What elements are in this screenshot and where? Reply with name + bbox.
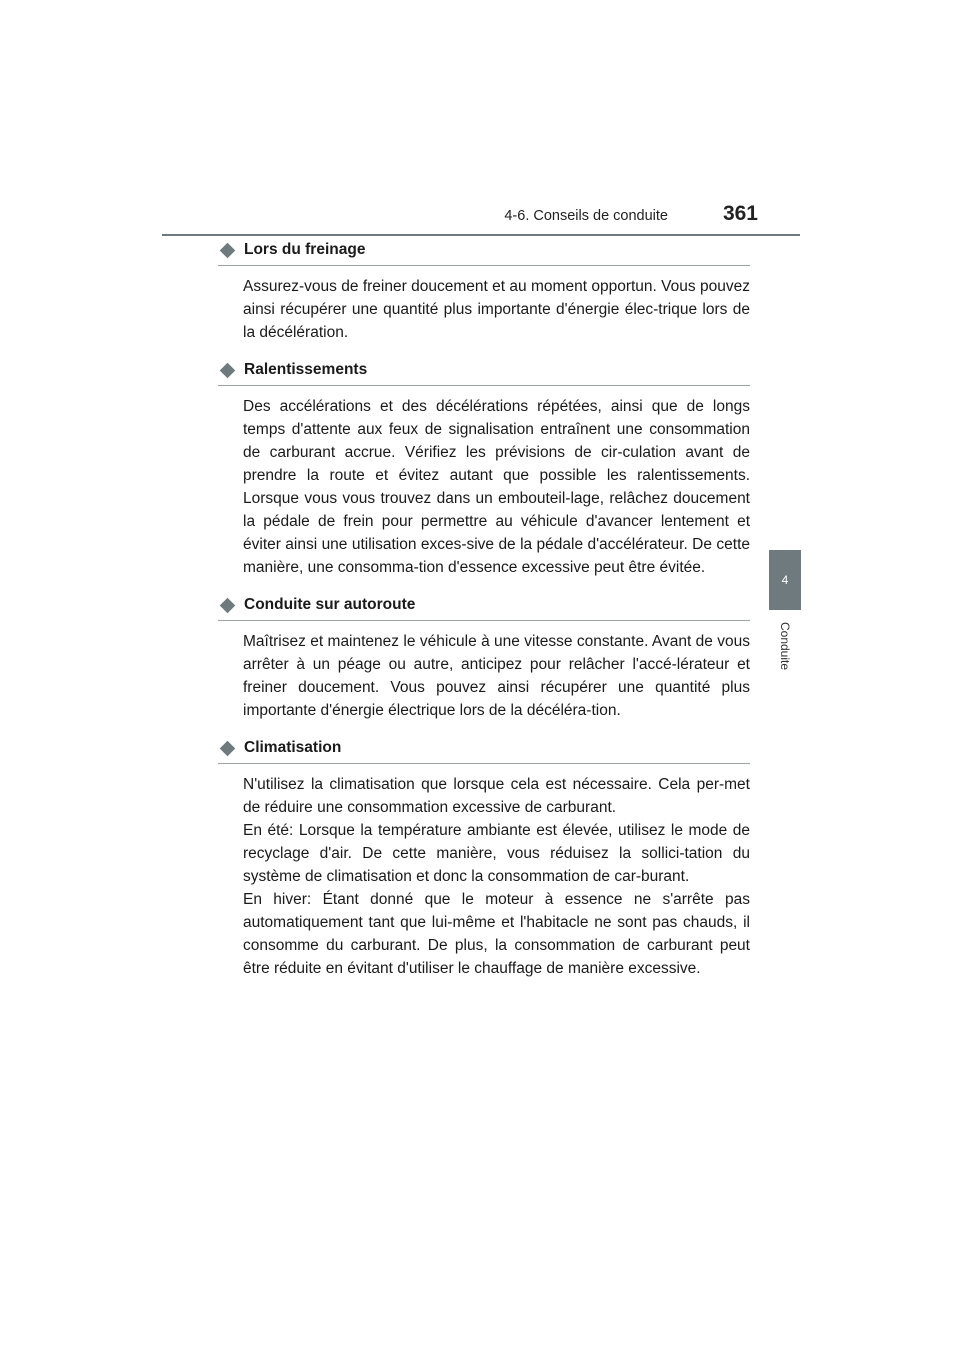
- paragraph: Maîtrisez et maintenez le véhicule à une vitesse constante. Avant de vous arrêter à un péage ou autre, anticipez pour relâcher l'accé-lérateur et freiner doucement. Vous pouvez ainsi récupérer une quantité plus importante d'énergie électrique lors de la décéléra-tion.: [243, 633, 750, 719]
- paragraph: N'utilisez la climatisation que lorsque cela est nécessaire. Cela per-met de réduire une consommation excessive de carburant.: [243, 776, 750, 816]
- section-title: [218, 595, 750, 621]
- diamond-bullet-icon: [220, 362, 236, 378]
- paragraph: En été: Lorsque la température ambiante est élevée, utilisez le mode de recyclage d'air. De cette manière, vous réduisez la sollici-tation du système de climatisation et donc la consommation de car-burant.: [243, 822, 750, 885]
- header-section-title: 4-6. Conseils de conduite: [504, 208, 668, 224]
- page-header: [162, 200, 800, 236]
- section-title-text: Conduite sur autoroute: [244, 596, 416, 613]
- page-content: [218, 240, 750, 996]
- paragraph: Des accélérations et des décélérations répétées, ainsi que de longs temps d'attente aux feux de signalisation entraînent une consommation de carburant accrue. Vérifiez les prévisions de cir-culation avant de prendre la route et évitez autant que possible les ralentissements. Lorsque vous vous trouvez dans un embouteil-lage, relâchez doucement la pédale de frein pour permettre au véhicule d'avancer lentement et éviter ainsi une utilisation exces-sive de la pédale d'accélérateur. De cette manière, une consomma-tion d'essence excessive peut être évitée.: [243, 398, 750, 576]
- section-title-text: Climatisation: [244, 739, 342, 756]
- section-body: [218, 773, 750, 980]
- page-number: 361: [722, 202, 758, 225]
- section-body: [218, 630, 750, 722]
- section-body: [218, 275, 750, 344]
- chapter-tab[interactable]: [769, 550, 801, 610]
- section-title: [218, 360, 750, 386]
- diamond-bullet-icon: [220, 740, 236, 756]
- section-title: [218, 738, 750, 764]
- section-title-text: Ralentissements: [244, 361, 368, 378]
- chapter-tab-label-box: [769, 610, 801, 682]
- paragraph: En hiver: Étant donné que le moteur à essence ne s'arrête pas automatiquement tant que lui-même et l'habitacle ne sont pas chauds, il consomme du carburant. De plus, la consommation de carburant peut être réduite en évitant d'utiliser le chauffage de manière excessive.: [243, 891, 750, 977]
- paragraph: Assurez-vous de freiner doucement et au moment opportun. Vous pouvez ainsi récupérer une quantité plus importante d'énergie élec-trique lors de la décélération.: [243, 278, 750, 341]
- section-title: [218, 240, 750, 266]
- diamond-bullet-icon: [220, 242, 236, 258]
- section-title-text: Lors du freinage: [244, 241, 366, 258]
- section-braking: [218, 240, 750, 344]
- section-traffic-jams: [218, 360, 750, 579]
- chapter-tab-label: Conduite: [778, 621, 793, 671]
- section-highway-driving: [218, 595, 750, 722]
- diamond-bullet-icon: [220, 597, 236, 613]
- chapter-tab-number: 4: [781, 573, 789, 587]
- section-air-conditioning: [218, 738, 750, 980]
- section-body: [218, 395, 750, 579]
